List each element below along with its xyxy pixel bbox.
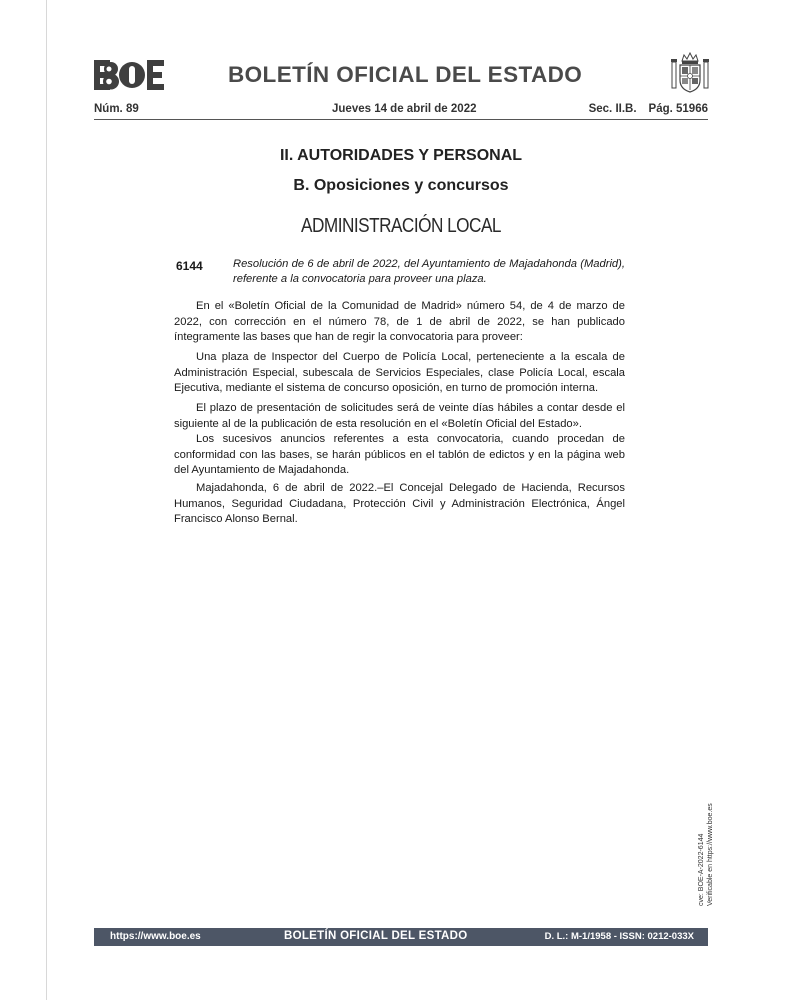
section-heading: II. AUTORIDADES Y PERSONAL: [279, 147, 523, 164]
verify-link[interactable]: Verificable en https://www.boe.es: [707, 803, 714, 906]
section-page: [589, 103, 708, 115]
entry-summary: Resolución de 6 de abril de 2022, del Ayuntamiento de Majadahonda (Madrid), referente a la convocatoria para proveer una plaza.: [233, 258, 625, 285]
paragraph-text: Majadahonda, 6 de abril de 2022.–El Concejal Delegado de Hacienda, Recursos Humanos, Seguridad Ciudadana, Protección Civil y Administración Electrónica, Ángel Francisco Alonso Bernal.: [174, 482, 625, 525]
section-code: Sec. II.B.: [588, 103, 637, 115]
footer-bar: [94, 928, 708, 946]
subsection-heading: B. Oposiciones y concursos: [293, 177, 509, 194]
body-paragraph: [174, 401, 625, 479]
header-divider: [94, 119, 708, 120]
footer-issn: D. L.: M-1/1958 - ISSN: 0212-033X: [544, 931, 694, 942]
side-verification-text: [697, 786, 715, 906]
administration-heading: ADMINISTRACIÓN LOCAL: [301, 215, 501, 237]
body-paragraph: [174, 481, 625, 528]
body-paragraph: [174, 299, 625, 346]
issue-date: Jueves 14 de abril de 2022: [332, 103, 477, 115]
footer-url-link[interactable]: https://www.boe.es: [110, 931, 201, 942]
issue-number: Núm. 89: [94, 103, 139, 115]
entry-number: 6144: [176, 259, 203, 273]
boe-logo: [94, 60, 166, 90]
header-meta-row: [94, 103, 708, 117]
page-number: Pág. 51966: [648, 103, 708, 115]
page-edge-line: [46, 0, 47, 1000]
paragraph-text: En el «Boletín Oficial de la Comunidad de Madrid» número 54, de 4 de marzo de 2022, con corrección en el número 78, de 1 de abril de 2022, se han publicado íntegramente las bases que han de regir la convocatoria para proveer:: [174, 300, 625, 343]
paragraph-text: Una plaza de Inspector del Cuerpo de Policía Local, perteneciente a la escala de Administración Especial, subescala de Servicios Especiales, clase Policía Local, escala Ejecutiva, mediante el sistema de concurso oposición, en turno de promoción interna.: [174, 351, 625, 394]
cve-code: cve: BOE-A-2022-6144: [698, 833, 705, 906]
coat-of-arms-icon: [670, 52, 710, 94]
body-paragraph: [174, 350, 625, 397]
paragraph-text: El plazo de presentación de solicitudes será de veinte días hábiles a contar desde el siguiente al de la publicación de esta resolución en el «Boletín Oficial del Estado».: [174, 402, 625, 430]
paragraph-text: Los sucesivos anuncios referentes a esta convocatoria, cuando procedan de conformidad con las bases, se harán públicos en el tablón de edictos y en la página web del Ayuntamiento de Majadahonda.: [174, 433, 625, 476]
footer-title: BOLETÍN OFICIAL DEL ESTADO: [284, 930, 468, 942]
header-title: BOLETÍN OFICIAL DEL ESTADO: [228, 62, 583, 87]
